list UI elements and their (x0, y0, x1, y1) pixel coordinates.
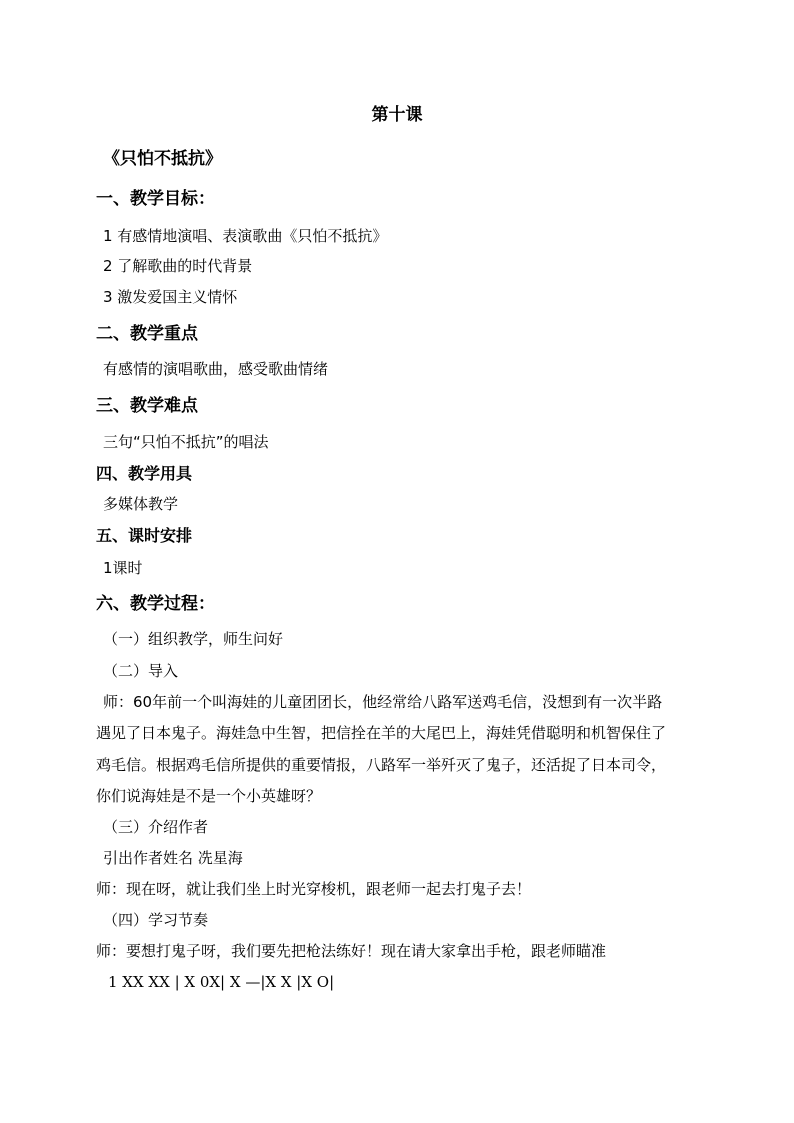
section-heading-objectives: 一、教学目标： (96, 189, 215, 209)
process-step-3: （三）介绍作者 (103, 818, 209, 836)
difficulties-text: 三句“只怕不抵抗”的唱法 (103, 433, 269, 451)
story-line-2: 遇见了日本鬼子。海娃急中生智，把信拴在羊的大尾巴上，海娃凭借聪明和机智保住了 (96, 724, 667, 742)
section-heading-process: 六、教学过程： (96, 594, 215, 614)
key-points-text: 有感情的演唱歌曲，感受歌曲情绪 (103, 360, 329, 378)
objective-item-2: 2 了解歌曲的时代背景 (103, 257, 253, 275)
section-heading-difficulties: 三、教学难点 (96, 396, 198, 416)
story-line-1: 师：60年前一个叫海娃的儿童团团长，他经常给八路军送鸡毛信，没想到有一次半路 (103, 693, 663, 711)
author-line: 引出作者姓名 冼星海 (103, 849, 243, 867)
section-heading-key-points: 二、教学重点 (96, 324, 198, 344)
teacher-line-2: 师：要想打鬼子呀，我们要先把枪法练好！现在请大家拿出手枪，跟老师瞄准 (96, 942, 607, 960)
process-step-2: （二）导入 (103, 662, 179, 680)
objective-item-3: 3 激发爱国主义情怀 (103, 288, 238, 306)
schedule-text: 1课时 (103, 559, 143, 577)
story-line-3: 鸡毛信。根据鸡毛信所提供的重要情报，八路军一举歼灭了鬼子，还活捉了日本司令， (96, 756, 667, 774)
section-heading-tools: 四、教学用具 (96, 464, 193, 483)
process-step-4: （四）学习节奏 (103, 911, 209, 929)
lesson-title: 第十课 (371, 105, 423, 125)
song-title: 《只怕不抵抗》 (103, 149, 222, 169)
story-line-4: 你们说海娃是不是一个小英雄呀？ (96, 787, 322, 805)
teacher-line-1: 师：现在呀，就让我们坐上时光穿梭机，跟老师一起去打鬼子去！ (96, 880, 532, 898)
rhythm-notation: 1 XX XX | X 0X| X —|X X |X O| (108, 973, 335, 991)
process-step-1: （一）组织教学，师生问好 (103, 630, 284, 648)
tools-text: 多媒体教学 (103, 495, 179, 513)
section-heading-schedule: 五、课时安排 (96, 526, 193, 545)
objective-item-1: 1 有感情地演唱、表演歌曲《只怕不抵抗》 (103, 227, 388, 245)
